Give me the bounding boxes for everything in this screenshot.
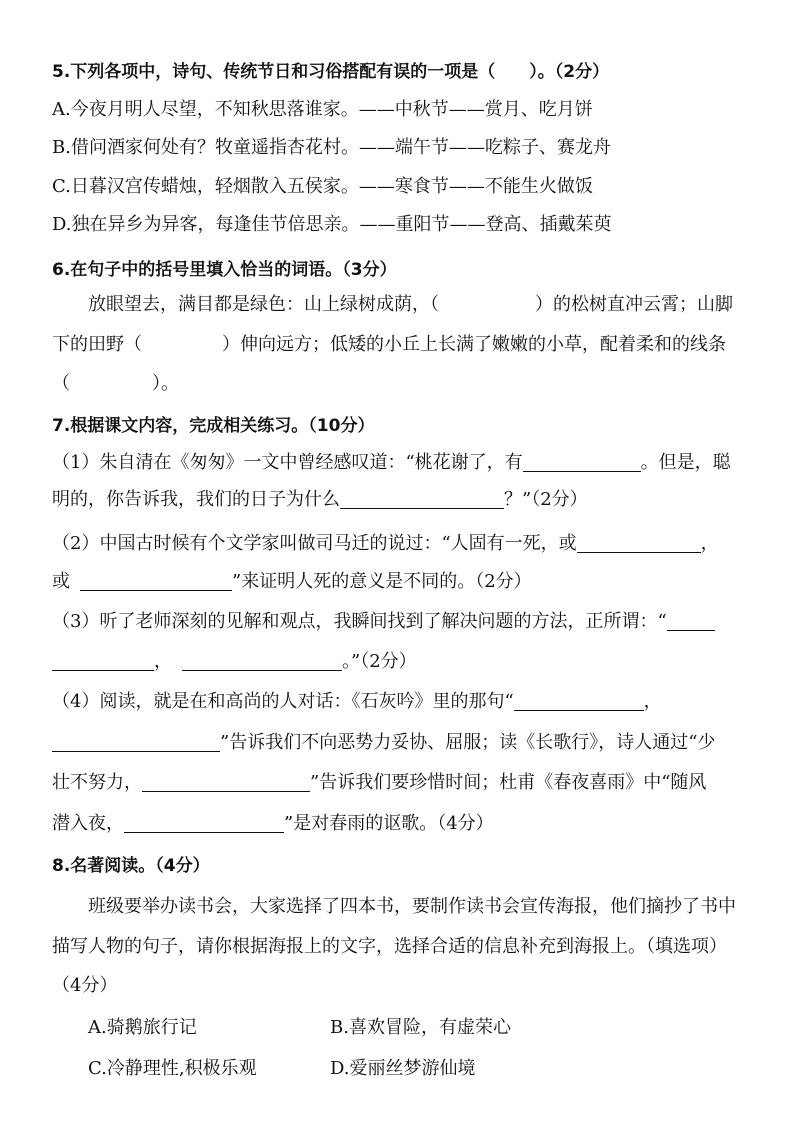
q7-part4-line1	[52, 690, 662, 714]
q7-part4-line2	[52, 731, 715, 755]
q7-text: 壮不努力，	[52, 772, 142, 793]
q5-option-d: D.独在异乡为异客，每逢佳节倍思亲。——重阳节——登高、插戴茱萸	[52, 214, 612, 235]
q8-option-c: C.冷静理性,积极乐观	[88, 1058, 257, 1079]
answer-blank[interactable]	[523, 453, 641, 472]
q8-option-d: D.爱丽丝梦游仙境	[330, 1058, 476, 1079]
q7-text: 潜入夜，	[52, 813, 124, 834]
q7-text: ，	[643, 691, 662, 712]
q6-text: 下的田野（	[52, 334, 142, 355]
q7-text: ，	[154, 651, 172, 672]
q8-title: 8.名著阅读。（4分）	[52, 856, 210, 876]
q7-text: ，	[700, 533, 719, 554]
q7-text: ”告诉我们不向恶势力妥协、屈服；读《长歌行》，诗人通过“少	[220, 732, 716, 753]
q7-text: ？”（2分）	[504, 489, 588, 510]
q5-option-c: C.日暮汉宫传蜡烛，轻烟散入五侯家。——寒食节——不能生火做饭	[52, 176, 593, 197]
q8-paragraph-line-2: 描写人物的句子，请你根据海报上的文字，选择合适的信息补充到海报上。（填选项）	[52, 936, 727, 957]
answer-blank[interactable]	[52, 652, 154, 671]
q5-option-a: A.今夜月明人尽望，不知秋思落谁家。——中秋节——赏月、吃月饼	[52, 99, 593, 120]
q8-option-b: B.喜欢冒险，有虚荣心	[330, 1017, 511, 1038]
answer-blank[interactable]	[340, 490, 504, 509]
q7-text: ”是对春雨的讴歌。（4分）	[284, 813, 494, 834]
q7-text: （3）听了老师深刻的见解和观点，我瞬间找到了解决问题的方法，正所谓：“	[52, 611, 667, 632]
answer-blank[interactable]	[52, 733, 220, 752]
q8-paragraph-line-1: 班级要举办读书会，大家选择了四本书，要制作读书会宣传海报，他们摘抄了书中	[88, 896, 736, 917]
q7-text: （2）中国古时候有个文学家叫做司马迁的说过：“人固有一死，或	[52, 533, 577, 554]
q7-part3-line1	[52, 610, 715, 634]
answer-blank[interactable]	[142, 773, 310, 792]
q6-text: （	[52, 373, 70, 394]
q7-title: 7.根据课文内容，完成相关练习。（10分）	[52, 416, 375, 436]
q8-paragraph-line-3: （4分）	[52, 975, 118, 996]
answer-blank[interactable]	[124, 814, 284, 833]
q7-part1-line2	[52, 488, 588, 512]
q6-text: ）。	[152, 373, 179, 394]
q6-title: 6.在句子中的括号里填入恰当的词语。（3分）	[52, 260, 397, 280]
q7-part1-line1	[52, 451, 731, 475]
q6-line-2	[52, 333, 726, 357]
answer-blank[interactable]	[577, 534, 701, 553]
q5-option-b: B.借问酒家何处有？牧童遥指杏花村。——端午节——吃粽子、赛龙舟	[52, 137, 611, 158]
q7-part2-line2	[52, 570, 532, 594]
q6-text: ）伸向远方；低矮的小丘上长满了嫩嫩的小草，配着柔和的线条	[222, 334, 726, 355]
q5-title: 5.下列各项中，诗句、传统节日和习俗搭配有误的一项是（ ）。（2分）	[52, 62, 610, 82]
answer-blank[interactable]	[80, 572, 232, 591]
q6-text: ）的松树直冲云霄；山脚	[535, 294, 733, 315]
answer-blank[interactable]	[667, 612, 715, 631]
q7-text: （4）阅读，就是在和高尚的人对话：《石灰吟》里的那句“	[52, 691, 514, 712]
answer-blank[interactable]	[182, 652, 342, 671]
q7-part4-line4	[52, 812, 494, 836]
q7-text: ”告诉我们要珍惜时间；杜甫《春夜喜雨》中“随风	[310, 772, 707, 793]
answer-blank[interactable]	[514, 692, 644, 711]
q7-text: 。”（2分）	[342, 651, 417, 672]
q6-line-1	[88, 293, 733, 317]
q7-text: ”来证明人死的意义是不同的。（2分）	[232, 571, 532, 592]
q6-line-3	[52, 372, 179, 396]
q7-text: （1）朱自清在《匆匆》一文中曾经感叹道：“桃花谢了，有	[52, 452, 523, 473]
q7-part4-line3	[52, 771, 706, 795]
q7-text: 明的，你告诉我，我们的日子为什么	[52, 489, 340, 510]
q6-text: 放眼望去，满目都是绿色：山上绿树成荫，（	[88, 294, 439, 315]
q7-text: 。但是，聪	[640, 452, 731, 473]
q8-option-a: A.骑鹅旅行记	[88, 1017, 197, 1038]
q7-part2-line1	[52, 532, 719, 556]
q7-part3-line2	[52, 650, 417, 674]
q7-text: 或	[52, 571, 70, 592]
